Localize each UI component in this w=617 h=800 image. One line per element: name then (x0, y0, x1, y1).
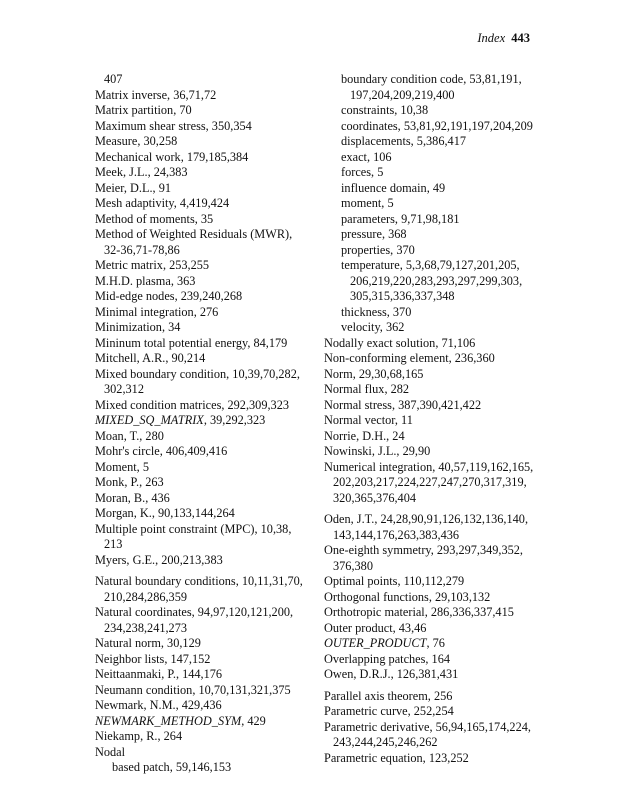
page-number: 443 (511, 31, 530, 45)
index-subentry: constraints, 10,38 (341, 103, 429, 117)
index-entry-function-name: MIXED_SQ_MATRIX (95, 413, 204, 427)
index-entry-function-name: OUTER_PRODUCT (324, 636, 427, 650)
index-entry: Owen, D.R.J., 126,381,431 (324, 667, 459, 681)
index-entry: Method of Weighted Residuals (MWR), 32-36,71-78,86 (95, 227, 293, 257)
index-entry (324, 636, 539, 652)
index-entry: Natural norm, 30,129 (95, 636, 201, 650)
index-entry: Moan, T., 280 (95, 428, 164, 443)
index-entry: Outer product, 43,46 (324, 620, 427, 635)
index-entry: Minimization, 34 (95, 320, 181, 334)
index-entry-pages: , 429 (241, 713, 266, 728)
index-entry: Matrix partition, 70 (95, 103, 192, 117)
index-entry: Parametric derivative, 56,94,165,174,224, 243,244,245,246,262 (324, 719, 531, 749)
index-entry: Measure, 30,258 (95, 134, 178, 148)
index-entry: One-eighth symmetry, 293,297,349,352, 376,380 (324, 543, 524, 573)
index-subentry: moment, 5 (341, 196, 394, 210)
index-entry: Minimal integration, 276 (95, 304, 219, 319)
index-entry: Neumann condition, 10,70,131,321,375 (95, 682, 291, 697)
index-entry: Morgan, K., 90,133,144,264 (95, 506, 235, 520)
index-entry: Norm, 29,30,68,165 (324, 366, 424, 381)
index-entry: Newmark, N.M., 429,436 (95, 698, 222, 712)
index-entry-pages: , 76 (426, 636, 445, 650)
header-title: Index (477, 31, 506, 45)
index-entry: Nowinski, J.L., 29,90 (324, 444, 431, 458)
index-entry: Meek, J.L., 24,383 (95, 165, 188, 179)
index-entry: Mesh adaptivity, 4,419,424 (95, 196, 230, 210)
index-entry: Nodal (95, 744, 126, 759)
index-entry-pages: , 39,292,323 (203, 413, 266, 427)
index-entry (95, 714, 317, 730)
index-entry: Orthotropic material, 286,336,337,415 (324, 605, 514, 619)
index-entry: Mitchell, A.R., 90,214 (95, 351, 206, 365)
index-entry: Oden, J.T., 24,28,90,91,126,132,136,140, 143,144,176,263,383,436 (324, 512, 529, 542)
index-entry: Myers, G.E., 200,213,383 (95, 552, 223, 567)
index-entry: Orthogonal functions, 29,103,132 (324, 589, 491, 604)
index-entry: Norrie, D.H., 24 (324, 428, 405, 443)
index-entry: Monk, P., 263 (95, 475, 164, 489)
index-entry: Overlapping patches, 164 (324, 651, 451, 666)
index-entry: Natural boundary conditions, 10,11,31,70, 210,284,286,359 (95, 574, 303, 604)
index-subentry: boundary condition code, 53,81,191, 197,204,209,219,400 (341, 72, 522, 102)
index-entry: M.H.D. plasma, 363 (95, 273, 196, 288)
index-entry: Method of moments, 35 (95, 211, 214, 226)
index-subentry: velocity, 362 (341, 320, 405, 334)
index-entry: Maximum shear stress, 350,354 (95, 118, 252, 133)
index-entry: Numerical integration, 40,57,119,162,165, 202,203,217,224,227,247,270,317,319, 320,365,376,404 (324, 459, 534, 505)
index-continuation: 407 (104, 72, 123, 86)
index-entry: Mixed condition matrices, 292,309,323 (95, 397, 289, 412)
index-entry: Parametric curve, 252,254 (324, 704, 454, 718)
index-subentry: based patch, 59,146,153 (112, 760, 232, 774)
index-column-left (95, 72, 317, 776)
index-entry: Matrix inverse, 36,71,72 (95, 87, 217, 102)
index-subentry: influence domain, 49 (341, 180, 446, 195)
index-subentry: properties, 370 (341, 242, 415, 257)
running-head (477, 31, 530, 46)
index-entry: Mohr's circle, 406,409,416 (95, 444, 228, 458)
index-entry: Normal stress, 387,390,421,422 (324, 397, 482, 412)
index-entry: Mid-edge nodes, 239,240,268 (95, 289, 243, 303)
index-subentry: displacements, 5,386,417 (341, 134, 466, 148)
index-entry: Mixed boundary condition, 10,39,70,282, 302,312 (95, 366, 300, 396)
index-subentry: parameters, 9,71,98,181 (341, 211, 460, 226)
index-entry: Parametric equation, 123,252 (324, 750, 469, 765)
index-subentry: temperature, 5,3,68,79,127,201,205, 206,219,220,283,293,297,299,303, 305,315,336,337,348 (341, 258, 523, 303)
index-entry: Neighbor lists, 147,152 (95, 651, 211, 666)
index-subentry: forces, 5 (341, 165, 384, 179)
index-entry: Moran, B., 436 (95, 490, 170, 505)
index-entry: Normal vector, 11 (324, 413, 413, 427)
index-entry: Metric matrix, 253,255 (95, 258, 210, 272)
index-entry: Normal flux, 282 (324, 382, 410, 396)
index-entry: Multiple point constraint (MPC), 10,38, 213 (95, 521, 292, 551)
index-entry: Moment, 5 (95, 459, 149, 474)
index-entry (95, 413, 317, 429)
index-entry-function-name: NEWMARK_METHOD_SYM (95, 713, 242, 728)
index-entry: Niekamp, R., 264 (95, 729, 183, 743)
index-entry: Nodally exact solution, 71,106 (324, 335, 476, 350)
index-entry: Parallel axis theorem, 256 (324, 688, 453, 703)
index-subentry: exact, 106 (341, 149, 392, 164)
index-entry: Non-conforming element, 236,360 (324, 351, 495, 365)
index-entry: Neittaanmaki, P., 144,176 (95, 667, 223, 681)
index-entry: Natural coordinates, 94,97,120,121,200, 234,238,241,273 (95, 605, 294, 635)
index-column-right (324, 72, 539, 766)
index-subentry: coordinates, 53,81,92,191,197,204,209 (341, 118, 533, 133)
index-entry: Mininum total potential energy, 84,179 (95, 335, 288, 350)
index-entry: Optimal points, 110,112,279 (324, 574, 465, 588)
index-subentry: pressure, 368 (341, 227, 407, 241)
index-subentry: thickness, 370 (341, 304, 412, 319)
index-entry: Meier, D.L., 91 (95, 180, 172, 195)
index-entry: Mechanical work, 179,185,384 (95, 149, 249, 164)
